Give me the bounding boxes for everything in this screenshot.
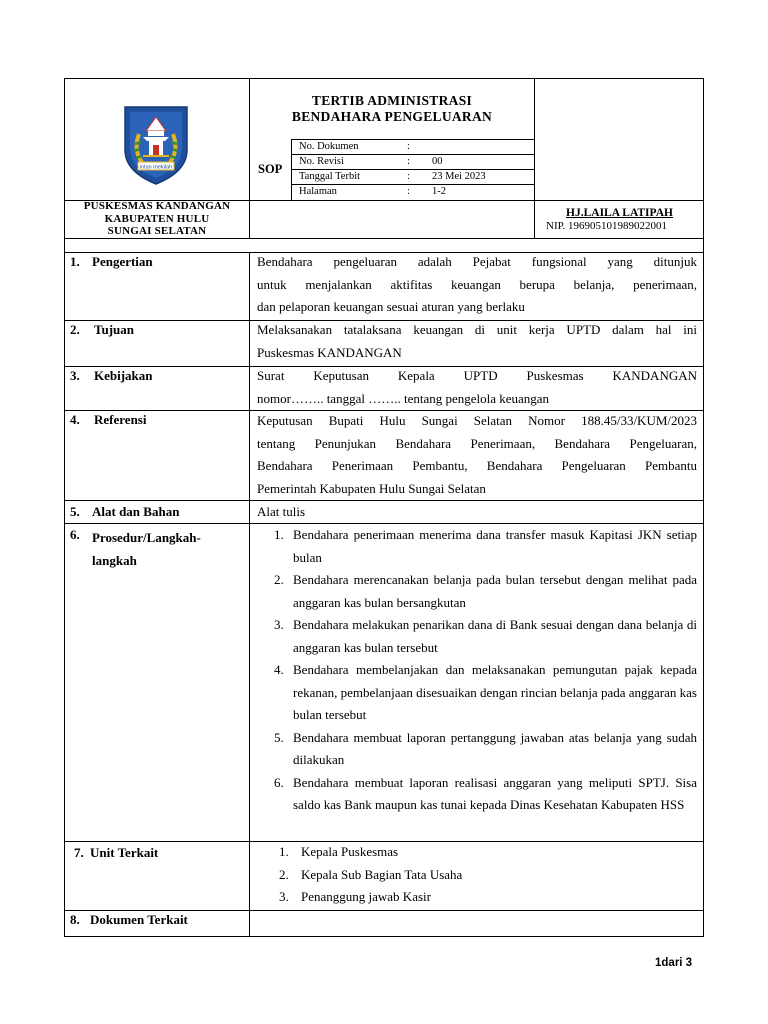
row-line-7: [64, 910, 704, 911]
procedure-item-4: [274, 659, 697, 727]
meta-colon-doc: :: [407, 141, 410, 152]
section-6-label-line-2: langkah: [92, 552, 137, 568]
puskesmas-logo: [121, 104, 191, 186]
unit-item-2-number: 2.: [279, 866, 289, 882]
section-3-line-2: nomor…….. tanggal …….. tentang pengelola keuangan: [257, 390, 550, 406]
section-7-label: Unit Terkait: [90, 845, 159, 860]
section-8-number: 8.: [70, 912, 80, 927]
section-3-label: Kebijakan: [94, 368, 153, 383]
meta-value-halaman: 1-2: [432, 186, 446, 197]
procedure-item-3-text: Bendahara melakukan penarikan dana di Bank sesuai dengan dana belanja di anggaran kas bulan tersebut: [293, 617, 697, 655]
section-2-line-1: Melaksanakan tatalaksana keuangan di unit kerja UPTD dalam hal ini: [257, 322, 697, 337]
procedure-item-2-text: Bendahara merencanakan belanja pada bulan tersebut dengan melihat pada anggaran kas bulan bersangkutan: [293, 572, 697, 610]
section-1-line-1: Bendahara pengeluaran adalah Pejabat fungsional yang ditunjuk: [257, 254, 697, 269]
unit-item-3-number: 3.: [279, 889, 289, 904]
section-4-number: 4.: [70, 412, 80, 427]
procedure-item-6: [274, 772, 697, 817]
meta-label-doc: No. Dokumen: [299, 141, 359, 152]
procedure-item-5-text: Bendahara membuat laporan pertanggung jawaban atas belanja yang sudah dilakukan: [293, 729, 697, 767]
shield-emblem-icon: [121, 104, 191, 186]
section-1-line-2: untuk menjalankan aktifitas keuangan berupa belanja, penerimaan,: [257, 276, 697, 292]
section-4-line-1: Keputusan Bupati Hulu Sungai Selatan Nomor 188.45/33/KUM/2023: [257, 413, 697, 428]
org-name: [65, 200, 249, 238]
section-1-label: Pengertian: [92, 254, 153, 269]
body-column-divider: [249, 252, 250, 937]
sop-label: SOP: [258, 162, 283, 176]
section-4-line-3: Bendahara Penerimaan Pembantu, Bendahara Pengeluaran Pembantu: [257, 458, 697, 473]
title-line-1: TERTIB ADMINISTRASI: [311, 93, 473, 108]
procedure-item-2: [274, 569, 697, 614]
procedure-item-6-text: Bendahara membuat laporan realisasi anggaran yang meliputi SPTJ. Sisa saldo kas Bank maupun kas tunai kepada Dinas Kesehatan Kabupaten HSS: [293, 774, 697, 812]
procedure-item-5: [274, 727, 697, 772]
meta-value-revisi: 00: [432, 156, 443, 167]
procedure-item-2-number: 2.: [274, 572, 284, 587]
unit-item-1-text: Kepala Puskesmas: [301, 844, 399, 859]
section-1-text: [257, 251, 697, 319]
section-2-label: Tujuan: [94, 322, 134, 337]
procedure-item-6-number: 6.: [274, 774, 284, 790]
procedure-item-3: [274, 614, 697, 659]
section-5-label: Alat dan Bahan: [92, 504, 180, 519]
section-4-text: [257, 410, 697, 500]
procedure-item-4-text: Bendahara membelanjakan dan melaksanakan pemungutan pajak kepada rekanan, pembelanjaan disesuaikan dengan rincian belanja pada anggaran kas bulan tersebut: [293, 662, 697, 722]
meta-label-halaman: Halaman: [299, 186, 337, 197]
section-3-text: [257, 365, 697, 410]
section-2-number: 2.: [70, 322, 80, 337]
unit-item-2-text: Kepala Sub Bagian Tata Usaha: [301, 866, 463, 882]
org-line-2: KABUPATEN HULU: [104, 212, 210, 225]
unit-list: [279, 841, 697, 909]
meta-colon-revisi: :: [407, 156, 410, 167]
section-4-line-2: tentang Penunjukan Bendahara Penerimaan, Bendahara Pengeluaran,: [257, 435, 697, 451]
logo-motto-text: intan mekilah: [139, 164, 173, 171]
section-3-line-1: Surat Keputusan Kepala UPTD Puskesmas KANDANGAN: [257, 368, 697, 383]
section-6-number: 6.: [70, 527, 80, 542]
meta-label-revisi: No. Revisi: [299, 156, 344, 167]
meta-value-tanggal: 23 Mei 2023: [432, 171, 486, 182]
org-line-1: PUSKESMAS KANDANGAN: [83, 200, 231, 212]
procedure-item-1-number: 1.: [274, 527, 284, 542]
section-1-number: 1.: [70, 254, 80, 269]
org-line-3: SUNGAI SELATAN: [107, 225, 207, 237]
meta-label-tanggal: Tanggal Terbit: [299, 171, 361, 182]
section-8-label: Dokumen Terkait: [90, 912, 188, 927]
section-5-text: Alat tulis: [257, 504, 306, 519]
meta-colon-tanggal: :: [407, 171, 410, 182]
section-2-line-2: Puskesmas KANDANGAN: [257, 344, 402, 360]
procedure-item-3-number: 3.: [274, 617, 284, 632]
section-3-number: 3.: [70, 368, 80, 383]
page-title: [250, 93, 534, 125]
procedure-item-1-text: Bendahara penerimaan menerima dana transfer masuk Kapitasi JKN setiap bulan: [293, 527, 697, 565]
section-4-line-4: Pemerintah Kabupaten Hulu Sungai Selatan: [257, 480, 486, 496]
unit-item-1-number: 1.: [279, 844, 289, 859]
unit-item-3-text: Penanggung jawab Kasir: [301, 889, 431, 904]
section-5-number: 5.: [70, 504, 80, 519]
unit-item-2: [279, 864, 697, 887]
section-6-label-line-1: Prosedur/Langkah-: [92, 530, 201, 545]
signer-name: HJ.LAILA LATIPAH: [566, 207, 673, 219]
unit-item-1: [279, 841, 697, 864]
unit-item-3: [279, 886, 697, 909]
procedure-item-4-number: 4.: [274, 662, 284, 677]
section-2-text: [257, 319, 697, 364]
section-1-line-3: dan pelaporan keuangan sesuai aturan yang berlaku: [257, 299, 525, 314]
section-6-label: [92, 527, 201, 572]
title-line-2: BENDAHARA PENGELUARAN: [291, 109, 493, 124]
procedure-item-1: [274, 524, 697, 569]
row-line-4: [64, 500, 704, 501]
section-4-label: Referensi: [94, 412, 147, 427]
signer-nip: NIP. 196905101989022001: [546, 220, 668, 232]
page-number: 1dari 3: [655, 957, 693, 969]
section-7-number: 7.: [74, 845, 84, 860]
meta-colon-halaman: :: [407, 186, 410, 197]
procedure-item-5-number: 5.: [274, 729, 284, 745]
procedure-list: [274, 524, 697, 817]
